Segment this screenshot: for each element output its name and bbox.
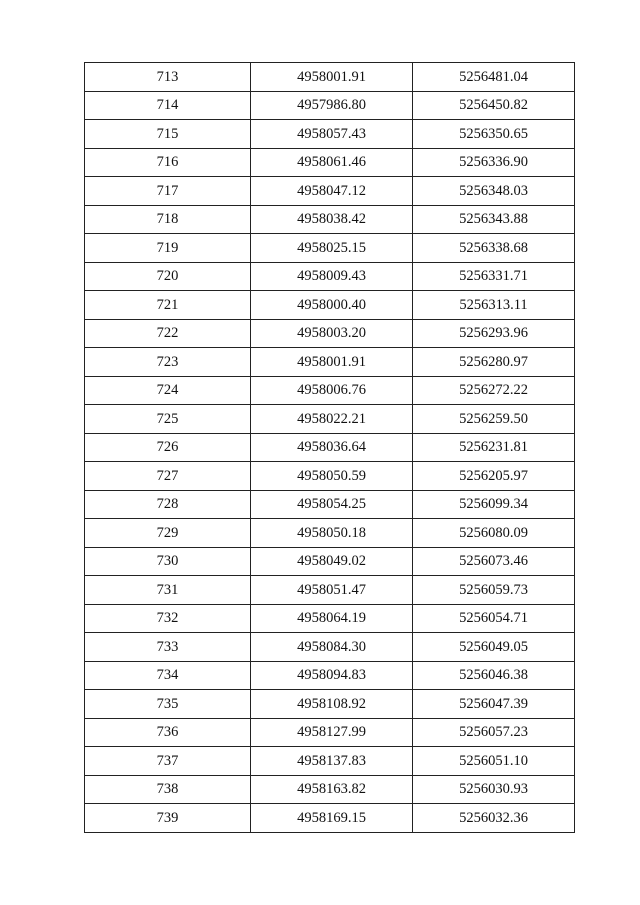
y-coordinate-cell: 5256057.23 — [413, 718, 575, 747]
y-coordinate-cell: 5256046.38 — [413, 661, 575, 690]
x-coordinate-cell: 4958003.20 — [251, 319, 413, 348]
y-coordinate-cell: 5256336.90 — [413, 148, 575, 177]
coordinates-table — [84, 62, 575, 833]
x-coordinate-cell: 4958064.19 — [251, 604, 413, 633]
point-number-cell: 723 — [85, 348, 251, 377]
table-row — [85, 234, 575, 263]
point-number-cell: 737 — [85, 747, 251, 776]
x-coordinate-cell: 4958057.43 — [251, 120, 413, 149]
x-coordinate-cell: 4958051.47 — [251, 576, 413, 605]
table-row — [85, 547, 575, 576]
x-coordinate-cell: 4958054.25 — [251, 490, 413, 519]
point-number-cell: 728 — [85, 490, 251, 519]
point-number-cell: 725 — [85, 405, 251, 434]
y-coordinate-cell: 5256054.71 — [413, 604, 575, 633]
table-row — [85, 148, 575, 177]
table-row — [85, 120, 575, 149]
y-coordinate-cell: 5256030.93 — [413, 775, 575, 804]
x-coordinate-cell: 4958084.30 — [251, 633, 413, 662]
table-row — [85, 804, 575, 833]
point-number-cell: 718 — [85, 205, 251, 234]
point-number-cell: 716 — [85, 148, 251, 177]
point-number-cell: 714 — [85, 91, 251, 120]
table-row — [85, 405, 575, 434]
y-coordinate-cell: 5256481.04 — [413, 63, 575, 92]
table-row — [85, 376, 575, 405]
x-coordinate-cell: 4958009.43 — [251, 262, 413, 291]
point-number-cell: 713 — [85, 63, 251, 92]
x-coordinate-cell: 4958036.64 — [251, 433, 413, 462]
y-coordinate-cell: 5256047.39 — [413, 690, 575, 719]
table-row — [85, 63, 575, 92]
point-number-cell: 722 — [85, 319, 251, 348]
table-row — [85, 519, 575, 548]
x-coordinate-cell: 4958001.91 — [251, 348, 413, 377]
point-number-cell: 739 — [85, 804, 251, 833]
y-coordinate-cell: 5256073.46 — [413, 547, 575, 576]
y-coordinate-cell: 5256293.96 — [413, 319, 575, 348]
x-coordinate-cell: 4958094.83 — [251, 661, 413, 690]
table-row — [85, 319, 575, 348]
point-number-cell: 727 — [85, 462, 251, 491]
point-number-cell: 736 — [85, 718, 251, 747]
x-coordinate-cell: 4958050.59 — [251, 462, 413, 491]
table-row — [85, 91, 575, 120]
point-number-cell: 730 — [85, 547, 251, 576]
table-row — [85, 262, 575, 291]
table-row — [85, 433, 575, 462]
y-coordinate-cell: 5256099.34 — [413, 490, 575, 519]
x-coordinate-cell: 4958108.92 — [251, 690, 413, 719]
y-coordinate-cell: 5256350.65 — [413, 120, 575, 149]
table-row — [85, 291, 575, 320]
table-row — [85, 661, 575, 690]
y-coordinate-cell: 5256049.05 — [413, 633, 575, 662]
y-coordinate-cell: 5256338.68 — [413, 234, 575, 263]
point-number-cell: 732 — [85, 604, 251, 633]
point-number-cell: 729 — [85, 519, 251, 548]
point-number-cell: 735 — [85, 690, 251, 719]
y-coordinate-cell: 5256450.82 — [413, 91, 575, 120]
y-coordinate-cell: 5256259.50 — [413, 405, 575, 434]
x-coordinate-cell: 4958163.82 — [251, 775, 413, 804]
table-row — [85, 576, 575, 605]
y-coordinate-cell: 5256051.10 — [413, 747, 575, 776]
y-coordinate-cell: 5256032.36 — [413, 804, 575, 833]
y-coordinate-cell: 5256348.03 — [413, 177, 575, 206]
x-coordinate-cell: 4958047.12 — [251, 177, 413, 206]
table-row — [85, 604, 575, 633]
x-coordinate-cell: 4958038.42 — [251, 205, 413, 234]
table-row — [85, 177, 575, 206]
table-row — [85, 690, 575, 719]
x-coordinate-cell: 4958127.99 — [251, 718, 413, 747]
x-coordinate-cell: 4958137.83 — [251, 747, 413, 776]
y-coordinate-cell: 5256059.73 — [413, 576, 575, 605]
x-coordinate-cell: 4958050.18 — [251, 519, 413, 548]
point-number-cell: 734 — [85, 661, 251, 690]
table-row — [85, 490, 575, 519]
table-row — [85, 718, 575, 747]
x-coordinate-cell: 4958022.21 — [251, 405, 413, 434]
y-coordinate-cell: 5256205.97 — [413, 462, 575, 491]
y-coordinate-cell: 5256343.88 — [413, 205, 575, 234]
coordinates-table-body — [85, 63, 575, 833]
point-number-cell: 715 — [85, 120, 251, 149]
x-coordinate-cell: 4958061.46 — [251, 148, 413, 177]
table-row — [85, 747, 575, 776]
table-row — [85, 633, 575, 662]
point-number-cell: 726 — [85, 433, 251, 462]
table-row — [85, 775, 575, 804]
table-row — [85, 462, 575, 491]
y-coordinate-cell: 5256331.71 — [413, 262, 575, 291]
point-number-cell: 731 — [85, 576, 251, 605]
y-coordinate-cell: 5256231.81 — [413, 433, 575, 462]
point-number-cell: 724 — [85, 376, 251, 405]
x-coordinate-cell: 4958000.40 — [251, 291, 413, 320]
table-row — [85, 205, 575, 234]
x-coordinate-cell: 4958049.02 — [251, 547, 413, 576]
table-row — [85, 348, 575, 377]
y-coordinate-cell: 5256313.11 — [413, 291, 575, 320]
point-number-cell: 721 — [85, 291, 251, 320]
x-coordinate-cell: 4958001.91 — [251, 63, 413, 92]
point-number-cell: 738 — [85, 775, 251, 804]
x-coordinate-cell: 4958025.15 — [251, 234, 413, 263]
y-coordinate-cell: 5256280.97 — [413, 348, 575, 377]
point-number-cell: 719 — [85, 234, 251, 263]
x-coordinate-cell: 4957986.80 — [251, 91, 413, 120]
y-coordinate-cell: 5256080.09 — [413, 519, 575, 548]
point-number-cell: 720 — [85, 262, 251, 291]
x-coordinate-cell: 4958169.15 — [251, 804, 413, 833]
point-number-cell: 733 — [85, 633, 251, 662]
x-coordinate-cell: 4958006.76 — [251, 376, 413, 405]
y-coordinate-cell: 5256272.22 — [413, 376, 575, 405]
point-number-cell: 717 — [85, 177, 251, 206]
